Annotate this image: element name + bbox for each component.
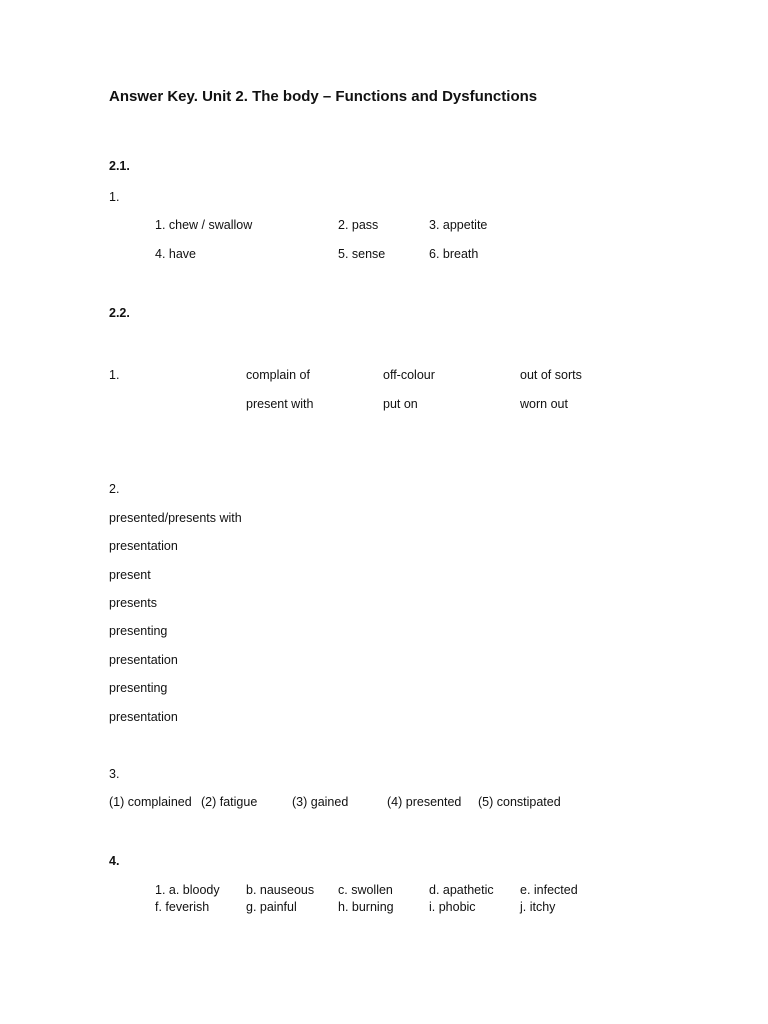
exercise-label: 2. <box>109 482 120 496</box>
answer-item: b. nauseous <box>246 883 315 897</box>
page-title: Answer Key. Unit 2. The body – Functions and Dysfunctions <box>109 88 538 105</box>
answer-item: h. burning <box>338 900 394 914</box>
answer-item: (5) constipated <box>478 795 561 809</box>
answer-item: d. apathetic <box>429 883 494 897</box>
exercise-label: 3. <box>109 767 120 781</box>
exercise-label: 1. <box>109 190 120 204</box>
answer-line: presentation <box>109 710 178 724</box>
answer-line: presenting <box>109 681 168 695</box>
answer-item: (3) gained <box>292 795 349 809</box>
answer-item: out of sorts <box>520 368 582 382</box>
answer-item: 3. appetite <box>429 218 488 232</box>
answer-item: f. feverish <box>155 900 210 914</box>
section-heading-2-1: 2.1. <box>109 159 130 173</box>
answer-item: (4) presented <box>387 795 462 809</box>
answer-line: presentation <box>109 539 178 553</box>
answer-item: j. itchy <box>520 900 556 914</box>
answer-item: e. infected <box>520 883 578 897</box>
answer-item: i. phobic <box>429 900 476 914</box>
answer-item: g. painful <box>246 900 297 914</box>
answer-item: c. swollen <box>338 883 393 897</box>
answer-line: presentation <box>109 653 178 667</box>
answer-item: 6. breath <box>429 247 479 261</box>
answer-item: complain of <box>246 368 310 382</box>
answer-item: (1) complained <box>109 795 192 809</box>
answer-item: worn out <box>520 397 568 411</box>
exercise-label: 4. <box>109 854 120 868</box>
answer-item: 5. sense <box>338 247 386 261</box>
answer-item: present with <box>246 397 314 411</box>
answer-line: present <box>109 568 151 582</box>
answer-item: off-colour <box>383 368 435 382</box>
answer-item: 1. a. bloody <box>155 883 220 897</box>
exercise-label: 1. <box>109 368 120 382</box>
section-heading-2-2: 2.2. <box>109 306 130 320</box>
answer-item: 2. pass <box>338 218 379 232</box>
answer-line: presents <box>109 596 157 610</box>
answer-item: put on <box>383 397 418 411</box>
answer-line: presented/presents with <box>109 511 242 525</box>
answer-line: presenting <box>109 624 168 638</box>
answer-item: (2) fatigue <box>201 795 258 809</box>
answer-item: 4. have <box>155 247 197 261</box>
answer-item: 1. chew / swallow <box>155 218 253 232</box>
